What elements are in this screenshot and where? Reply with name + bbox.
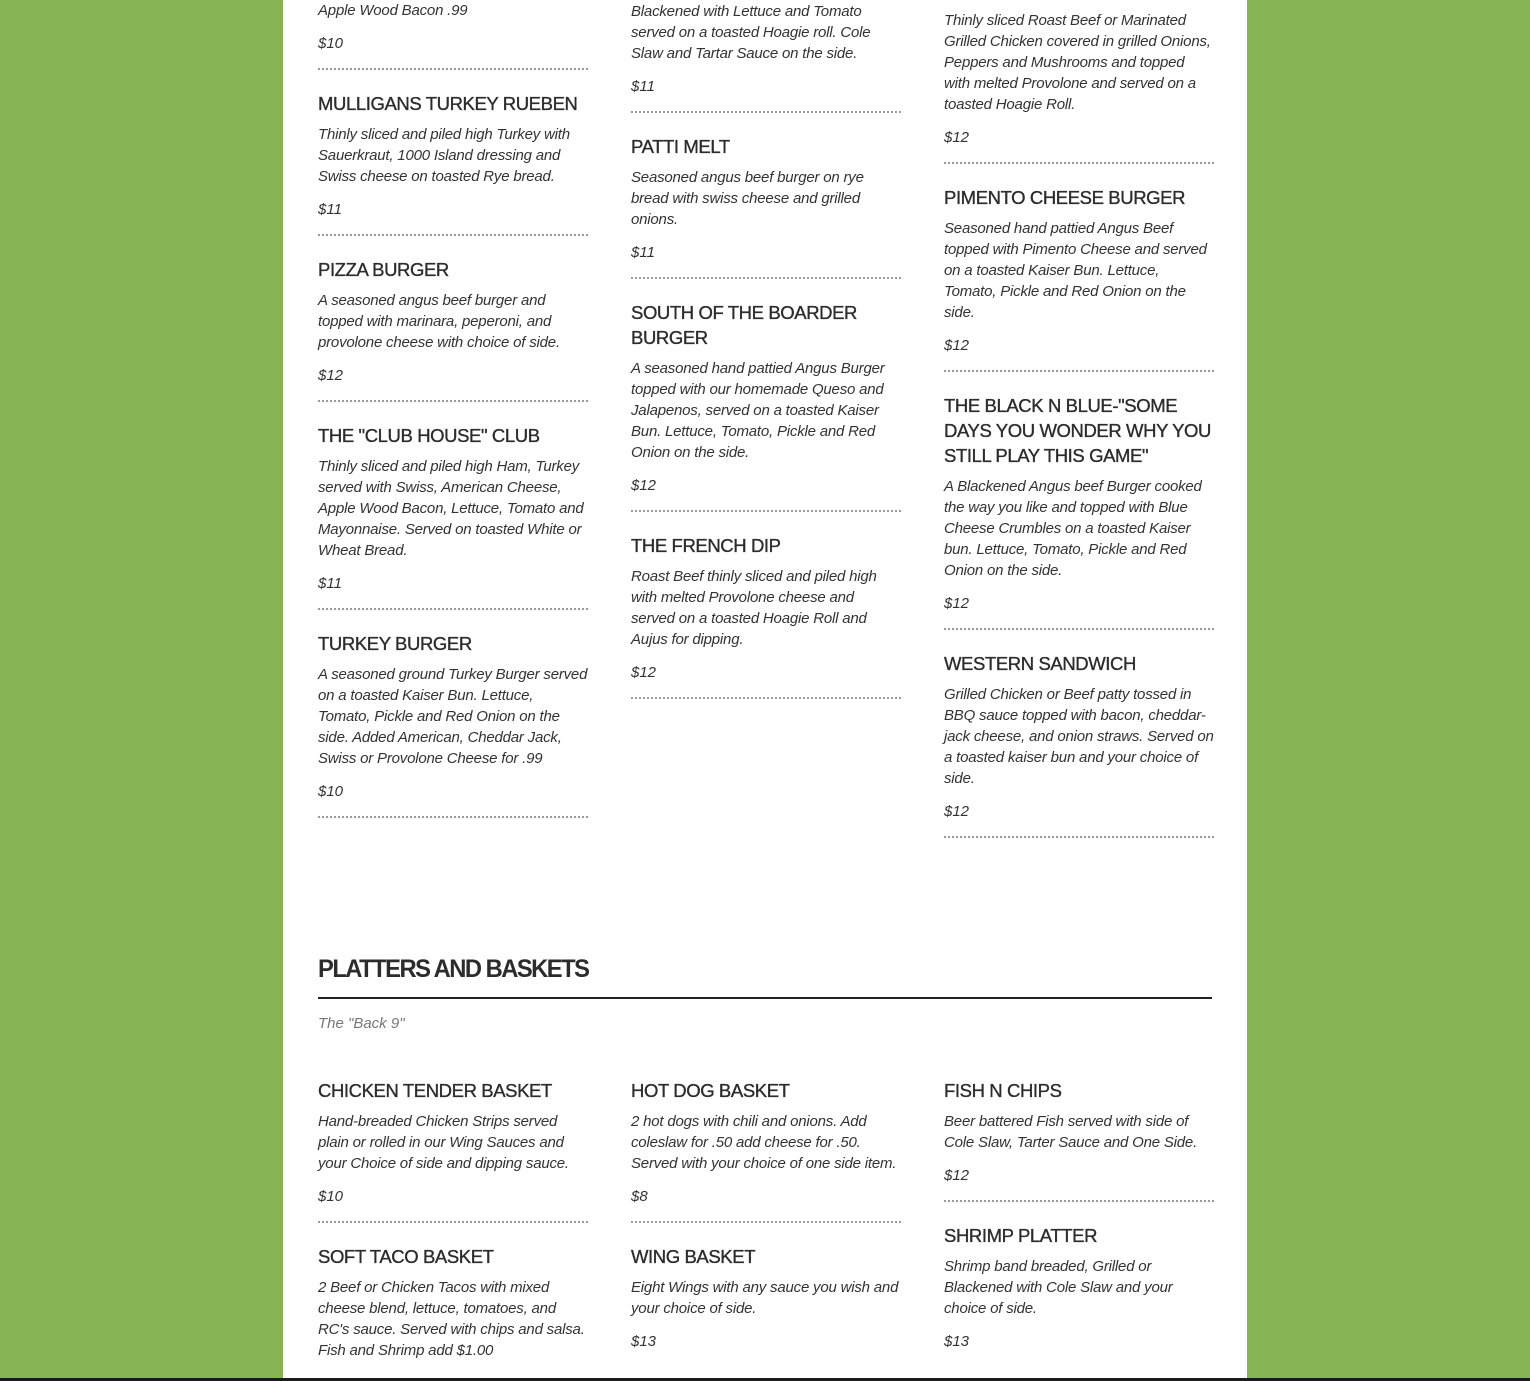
dotted-divider (944, 162, 1214, 164)
menu-item-name: SHRIMP PLATTER (944, 1225, 1098, 1246)
menu-item-name: FISH N CHIPS (944, 1080, 1062, 1101)
menu-item-price: $12 (631, 477, 657, 494)
menu-item-price: $12 (944, 595, 970, 612)
menu-column-3 (944, 10, 1214, 859)
menu-item (631, 134, 901, 279)
menu-column-1 (318, 0, 588, 839)
dotted-divider (944, 628, 1214, 630)
menu-item-description: A seasoned hand pattied Angus Burger topped with our homemade Queso and Jalapenos, served on a toasted Kaiser Bun. Lettuce, Tomato, Pickle and Red Onion on the side. (631, 360, 885, 461)
menu-item-name: PIZZA BURGER (318, 259, 449, 280)
menu-item-price: $11 (318, 201, 342, 218)
menu-item-price: $13 (631, 1333, 657, 1350)
menu-item-name: WING BASKET (631, 1246, 756, 1267)
menu-item (318, 257, 588, 402)
dotted-divider (944, 1200, 1214, 1202)
menu-item-name: WESTERN SANDWICH (944, 653, 1136, 674)
menu-item-description: Grilled Chicken or Beef patty tossed in BBQ sauce topped with bacon, cheddar-jack cheese, and onion straws. Served on a toasted kaiser bun and your choice of side. (944, 686, 1214, 787)
menu-item (944, 185, 1214, 372)
menu-item (944, 10, 1214, 164)
section-subtitle: The "Back 9" (318, 1015, 405, 1032)
menu-item (318, 1244, 588, 1361)
menu-item (318, 423, 588, 610)
platters-column-2 (631, 1078, 901, 1373)
menu-page (283, 0, 1247, 1378)
menu-item-description: A seasoned ground Turkey Burger served on a toasted Kaiser Bun. Lettuce, Tomato, Pickle and Red Onion on the side. Added American, Cheddar Jack, Swiss or Provolone Cheese for .99 (318, 666, 588, 767)
menu-item-name: CHICKEN TENDER BASKET (318, 1080, 552, 1101)
menu-item-price: $10 (318, 783, 344, 800)
menu-item-name: SOUTH OF THE BOARDER BURGER (631, 302, 858, 348)
menu-item-name: MULLIGANS TURKEY RUEBEN (318, 93, 578, 114)
menu-item-price: $10 (318, 35, 344, 52)
dotted-divider (631, 1221, 901, 1223)
dotted-divider (318, 400, 588, 402)
menu-item-description: Seasoned hand pattied Angus Beef topped with Pimento Cheese and served on a toasted Kaiser Bun. Lettuce, Tomato, Pickle and Red Onion on the side. (944, 220, 1207, 321)
menu-item-description: Apple Wood Bacon .99 (318, 2, 468, 19)
menu-item-price: $11 (318, 575, 342, 592)
dotted-divider (318, 1221, 588, 1223)
menu-item-name: THE FRENCH DIP (631, 535, 781, 556)
menu-item-price: $12 (944, 803, 970, 820)
menu-item-name: HOT DOG BASKET (631, 1080, 790, 1101)
menu-item (944, 1223, 1214, 1352)
dotted-divider (318, 68, 588, 70)
menu-item (318, 0, 588, 70)
menu-item-price: $10 (318, 1188, 344, 1205)
platters-column-3 (944, 1078, 1214, 1373)
menu-item-description: A seasoned angus beef burger and topped with marinara, peperoni, and provolone cheese with choice of side. (318, 292, 560, 351)
menu-item (944, 651, 1214, 838)
menu-item-price: $12 (944, 129, 970, 146)
menu-item (631, 1244, 901, 1352)
menu-item (631, 1, 901, 113)
dotted-divider (318, 234, 588, 236)
menu-item-price: $11 (631, 78, 655, 95)
dotted-divider (631, 277, 901, 279)
menu-item-description: A Blackened Angus beef Burger cooked the way you like and topped with Blue Cheese Crumbles on a toasted Kaiser bun. Lettuce, Tomato, Pickle and Red Onion on the side. (944, 478, 1202, 579)
menu-item-description: Eight Wings with any sauce you wish and your choice of side. (631, 1279, 899, 1317)
menu-item-price: $12 (944, 1167, 970, 1184)
dotted-divider (631, 697, 901, 699)
menu-item-price: $8 (631, 1188, 648, 1205)
menu-item-description: Thinly sliced Roast Beef or Marinated Grilled Chicken covered in grilled Onions, Peppers and Mushrooms and topped with melted Provolone and served on a toasted Hoagie Roll. (944, 12, 1211, 113)
dotted-divider (631, 510, 901, 512)
menu-item-description: Seasoned angus beef burger on rye bread with swiss cheese and grilled onions. (631, 169, 864, 228)
menu-item-price: $12 (631, 664, 657, 681)
menu-item-name: THE "CLUB HOUSE" CLUB (318, 425, 540, 446)
menu-item-description: Thinly sliced and piled high Ham, Turkey served with Swiss, American Cheese, Apple Wood Bacon, Lettuce, Tomato and Mayonnaise. Served on toasted White or Wheat Bread. (318, 458, 584, 559)
dotted-divider (318, 608, 588, 610)
menu-item (318, 631, 588, 818)
section-divider (318, 997, 1212, 999)
menu-item (631, 533, 901, 699)
menu-item-name: THE BLACK N BLUE-"SOME DAYS YOU WONDER WHY YOU STILL PLAY THIS GAME" (944, 395, 1211, 466)
dotted-divider (318, 816, 588, 818)
dotted-divider (944, 836, 1214, 838)
platters-column-1 (318, 1078, 588, 1378)
menu-item-description: 2 Beef or Chicken Tacos with mixed cheese blend, lettuce, tomatoes, and RC's sauce. Served with chips and salsa. Fish and Shrimp add $1.00 (318, 1279, 585, 1359)
menu-item (318, 91, 588, 236)
menu-item (631, 300, 901, 512)
menu-item-name: PIMENTO CHEESE BURGER (944, 187, 1186, 208)
menu-item (318, 1078, 588, 1223)
menu-item-price: $12 (944, 337, 970, 354)
menu-item-price: $11 (631, 244, 655, 261)
menu-item-name: PATTI MELT (631, 136, 730, 157)
dotted-divider (631, 111, 901, 113)
dotted-divider (944, 370, 1214, 372)
section-title: PLATTERS AND BASKETS (318, 955, 589, 983)
menu-item-description: Roast Beef thinly sliced and piled high with melted Provolone cheese and served on a toasted Hoagie Roll and Aujus for dipping. (631, 568, 877, 648)
menu-item-price: $12 (318, 367, 344, 384)
menu-item (631, 1078, 901, 1223)
menu-item-description: 2 hot dogs with chili and onions. Add coleslaw for .50 add cheese for .50. Served with your choice of one side item. (631, 1113, 897, 1172)
menu-item-name: SOFT TACO BASKET (318, 1246, 494, 1267)
menu-item-price: $13 (944, 1333, 970, 1350)
menu-item-description: Shrimp band breaded, Grilled or Blackened with Cole Slaw and your choice of side. (944, 1258, 1173, 1317)
menu-item (944, 1078, 1214, 1202)
menu-item-name: TURKEY BURGER (318, 633, 472, 654)
menu-item-description: Blackened with Lettuce and Tomato served on a toasted Hoagie roll. Cole Slaw and Tartar Sauce on the side. (631, 3, 871, 62)
menu-item-description: Beer battered Fish served with side of Cole Slaw, Tarter Sauce and One Side. (944, 1113, 1198, 1151)
menu-item-description: Hand-breaded Chicken Strips served plain or rolled in our Wing Sauces and your Choice of side and dipping sauce. (318, 1113, 569, 1172)
menu-item (944, 393, 1214, 630)
menu-item-description: Thinly sliced and piled high Turkey with Sauerkraut, 1000 Island dressing and Swiss cheese on toasted Rye bread. (318, 126, 570, 185)
menu-column-2 (631, 1, 901, 720)
